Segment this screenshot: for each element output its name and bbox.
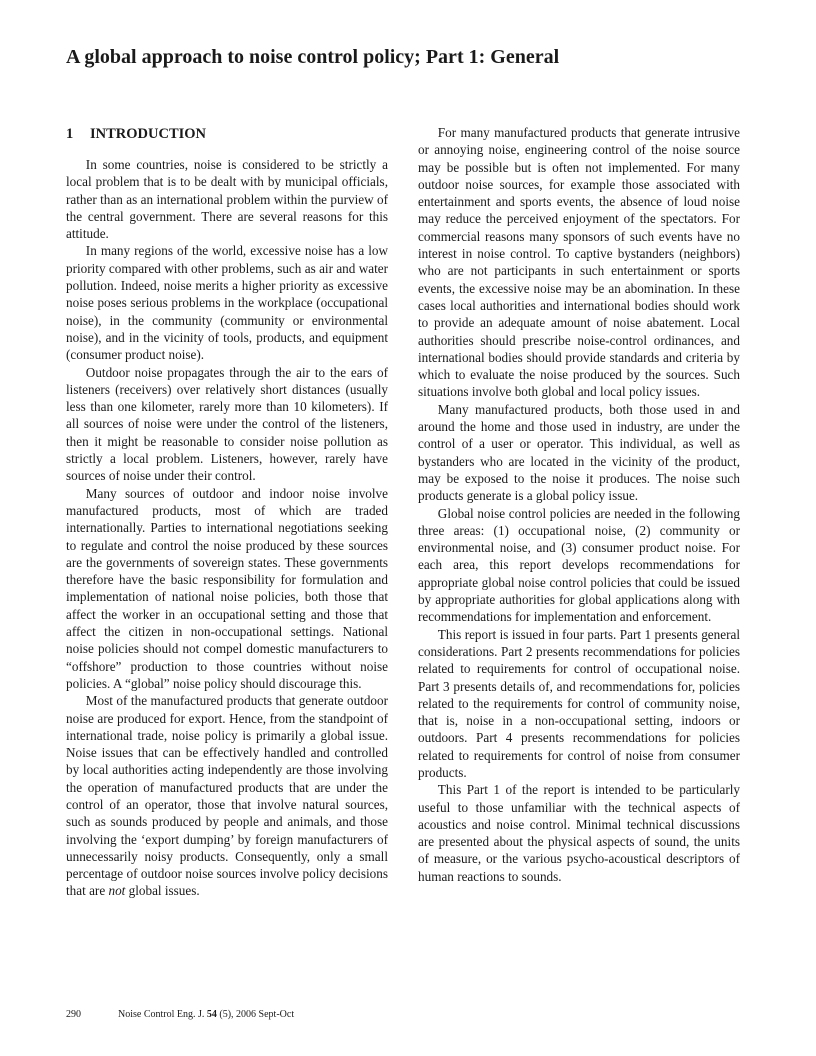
journal-volume: 54	[206, 1009, 217, 1020]
paragraph: Many sources of outdoor and indoor noise involve manufactured products, most of which are traded internationally. Parties to international negotiations seeking to regulate and control the noise produced by these sources are the governments of sovereign states. These governments therefore have the basic responsibility for formulation and implementation of national noise policies, both those that affect the worker in an occupational setting and those that affect the citizen in non-occupational settings. National noise policies should not compel domestic manufacturers to “offshore” production to those countries without noise policies. A “global” noise policy should discourage this.	[66, 485, 388, 691]
right-column	[418, 124, 740, 885]
paragraph: This report is issued in four parts. Part 1 presents general considerations. Part 2 presents recommendations for policies related to requirements for control of occupational noise. Part 3 presents details of, and recommendations for, policies related to the requirements for control of community noise, that is, noise in a non-occupational setting, indoors or outdoors. Part 4 presents recommendations for policies related to requirements for control of noise from consumer products.	[418, 626, 740, 780]
section-heading	[66, 124, 388, 144]
section-title: INTRODUCTION	[90, 126, 207, 142]
paragraph: This Part 1 of the report is intended to be particularly useful to those unfamiliar with the technical aspects of acoustics and noise control. Minimal technical discussions are presented about the physical aspects of sound, the units of measure, or the various psycho-acoustical descriptors of human reactions to sounds.	[418, 782, 740, 884]
paragraph-text: Most of the manufactured products that generate outdoor noise are produced for export. Hence, from the standpoint of international trade, noise policy is primarily a global issue. Noise issues that can be effectively handled and controlled by local authorities acting independently are those involving the operation of manufactured products that are under the control of an operator, those that involve natural sources, such as sounds produced by people and animals, and those involving the ‘export dumping’ by foreign manufacturers of unnecessarily noisy products. Consequently, only a small percentage of outdoor noise sources involve policy decisions that are	[66, 693, 388, 899]
paragraph: Outdoor noise propagates through the air to the ears of listeners (receivers) over relatively short distances (usually less than one kilometer, rarely more than 10 kilometers). If all sources of noise were under the control of the listeners, then it might be reasonable to consider noise pollution as strictly a local problem. Listeners, however, rarely have sources of noise under their control.	[66, 364, 388, 484]
paragraph: For many manufactured products that generate intrusive or annoying noise, engineering control of the noise source may be possible but is often not implemented. For many outdoor noise sources, for example those associated with entertainment and sports events, the absence of loud noise may reduce the perceived enjoyment of the spectators. For commercial reasons many sponsors of such events have no interest in noise control. To captive bystanders (neighbors) who are not participants in such entertainment or sports events, the excessive noise may be an abomination. In these cases local authorities and international bodies should work to provide an adequate amount of noise abatement. Local authorities should prescribe noise-control ordinances, and international bodies should provide standards and criteria by which to evaluate the noise produced by the sources. Such situations involve both global and local policy issues.	[418, 125, 740, 400]
paragraph-text: global issues.	[125, 883, 200, 899]
left-column	[66, 124, 388, 900]
paragraph: In some countries, noise is considered to be strictly a local problem that is to be dealt with by municipal officials, rather than as an international problem within the purview of the central government. There are several reasons for this attitude.	[66, 157, 388, 242]
page-footer	[66, 1009, 294, 1021]
section-number: 1	[66, 126, 74, 142]
emphasis-text: not	[108, 883, 126, 899]
journal-issue: (5), 2006 Sept-Oct	[216, 1009, 295, 1020]
paragraph: Many manufactured products, both those used in and around the home and those used in industry, are under the control of a user or operator. This individual, as well as bystanders who are located in the vicinity of the product, may be exposed to the noise it produces. The noise such products generate is a global policy issue.	[418, 401, 740, 504]
page-number: 290	[66, 1009, 81, 1020]
paragraph: In many regions of the world, excessive noise has a low priority compared with other problems, such as air and water pollution. Indeed, noise merits a higher priority as excessive noise poses serious problems in the workplace (occupational noise), in the community (community or environmental noise), and in the vicinity of tools, products, and equipment (consumer product noise).	[66, 243, 388, 363]
article-title: A global approach to noise control policy; Part 1: General	[66, 46, 560, 68]
paragraph	[66, 692, 388, 900]
paragraph: Global noise control policies are needed in the following three areas: (1) occupational noise, (2) community or environmental noise, and (3) consumer product noise. For each area, this report develops recommendations for appropriate global noise control policies that could be issued by appropriate authorities for global applications along with recommendations for implementation and enforcement.	[418, 505, 740, 625]
journal-name: Noise Control Eng. J.	[118, 1009, 207, 1020]
